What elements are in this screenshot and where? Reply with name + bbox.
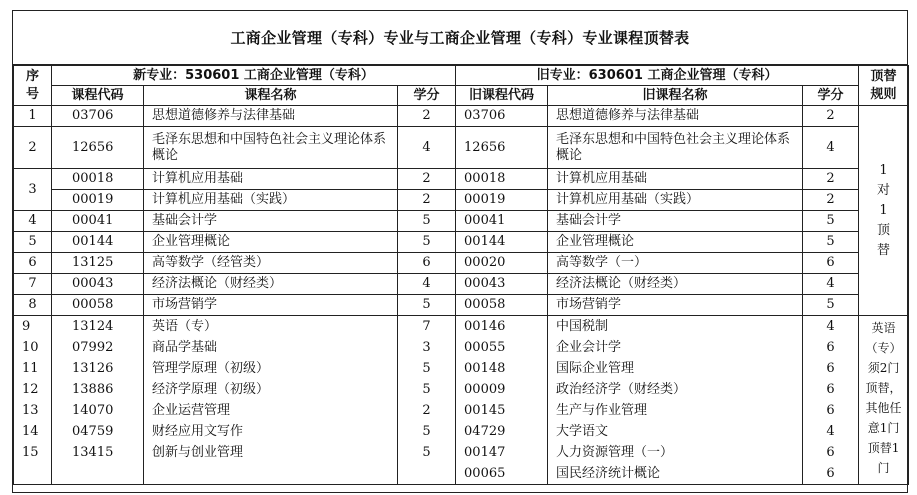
row-old-code: 00145	[464, 403, 506, 418]
row-seq: 2	[14, 127, 52, 169]
row-seq: 3	[14, 169, 52, 211]
lower-row-old-name-column	[548, 316, 803, 485]
row-course-code: 03706	[52, 106, 144, 127]
row-old-name: 人力资源管理（一）	[556, 445, 674, 460]
table-row	[14, 274, 909, 295]
row-old-credit: 4	[826, 319, 835, 334]
row-credit: 5	[422, 382, 431, 397]
row-course-code: 13126	[72, 361, 114, 376]
row-credit: 4	[398, 274, 456, 295]
row-old-credit: 2	[803, 169, 859, 190]
row-old-name: 思想道德修养与法律基础	[548, 106, 803, 127]
row-old-name: 大学语文	[556, 424, 609, 439]
row-credit: 2	[398, 190, 456, 211]
row-course-name: 创新与创业管理	[152, 445, 244, 460]
row-course-code: 00144	[52, 232, 144, 253]
row-course-code: 07992	[72, 340, 114, 355]
header-row-1	[14, 66, 909, 86]
row-course-name: 管理学原理（初级）	[152, 361, 270, 376]
row-seq: 7	[14, 274, 52, 295]
row-course-name: 企业管理概论	[144, 232, 398, 253]
row-old-credit: 6	[826, 466, 835, 481]
row-course-code: 14070	[72, 403, 114, 418]
row-course-name: 毛泽东思想和中国特色社会主义理论体系概论	[144, 127, 398, 169]
row-old-name: 中国税制	[556, 319, 609, 334]
row-old-code: 00146	[464, 319, 506, 334]
row-old-code: 00020	[456, 253, 548, 274]
table-row	[14, 253, 909, 274]
row-credit: 2	[398, 169, 456, 190]
row-seq: 11	[22, 361, 39, 376]
row-old-credit: 6	[826, 382, 835, 397]
row-course-name: 企业运营管理	[152, 403, 231, 418]
table-row	[14, 232, 909, 253]
row-old-name: 企业会计学	[556, 340, 622, 355]
substitution-table-frame	[12, 10, 908, 493]
row-old-name: 国民经济统计概论	[556, 466, 661, 481]
row-old-credit: 6	[826, 403, 835, 418]
row-credit: 2	[422, 403, 431, 418]
row-old-name: 市场营销学	[548, 295, 803, 316]
row-course-name: 经济法概论（财经类）	[144, 274, 398, 295]
row-seq: 1	[14, 106, 52, 127]
row-credit: 7	[422, 319, 431, 334]
header-old-major: 旧专业：630601 工商企业管理（专科）	[456, 66, 859, 86]
row-course-code: 13886	[72, 382, 114, 397]
row-old-credit: 5	[803, 232, 859, 253]
table-row	[14, 190, 909, 211]
row-old-code: 00018	[456, 169, 548, 190]
row-old-credit: 2	[803, 106, 859, 127]
row-course-name: 市场营销学	[144, 295, 398, 316]
row-course-name: 计算机应用基础	[144, 169, 398, 190]
row-course-name	[144, 463, 397, 484]
row-credit: 3	[422, 340, 431, 355]
row-credit	[398, 463, 455, 484]
row-course-code: 00018	[52, 169, 144, 190]
row-credit: 5	[422, 445, 431, 460]
rule-one-to-one	[859, 106, 909, 316]
row-credit: 6	[398, 253, 456, 274]
row-course-name: 英语（专）	[152, 319, 218, 334]
row-seq: 14	[22, 424, 39, 439]
lower-row-course-code-column	[52, 316, 144, 485]
row-old-name: 政治经济学（财经类）	[556, 382, 687, 397]
row-seq	[14, 463, 51, 484]
row-old-credit: 6	[826, 361, 835, 376]
row-old-credit: 5	[803, 211, 859, 232]
row-seq: 8	[14, 295, 52, 316]
row-old-credit: 6	[826, 445, 835, 460]
rule-english-two-for-one	[859, 316, 909, 485]
course-substitution-table	[13, 65, 909, 485]
rule-english-two-for-one-text: 英语（专）须2门顶替，其他任意1门顶替1门	[865, 321, 902, 475]
row-seq: 13	[22, 403, 39, 418]
header-rule: 顶替规则	[859, 66, 909, 106]
header-old-credit: 学分	[803, 86, 859, 106]
row-old-code: 00148	[464, 361, 506, 376]
row-seq: 6	[14, 253, 52, 274]
seq-column-lower	[14, 316, 52, 485]
row-course-code: 13125	[52, 253, 144, 274]
row-old-code: 12656	[456, 127, 548, 169]
row-old-code: 00043	[456, 274, 548, 295]
row-old-name: 计算机应用基础（实践）	[548, 190, 803, 211]
row-old-credit: 4	[803, 274, 859, 295]
header-old-code: 旧课程代码	[456, 86, 548, 106]
row-old-credit: 6	[826, 340, 835, 355]
header-row-2	[14, 86, 909, 106]
header-new-code: 课程代码	[52, 86, 144, 106]
table-row	[14, 127, 909, 169]
row-course-code: 00043	[52, 274, 144, 295]
row-old-name: 计算机应用基础	[548, 169, 803, 190]
row-course-code: 00019	[52, 190, 144, 211]
row-old-credit: 2	[803, 190, 859, 211]
rule-one-to-one-text: 1对1顶替	[877, 162, 891, 258]
row-credit: 5	[422, 361, 431, 376]
row-old-code: 00058	[456, 295, 548, 316]
row-old-name: 企业管理概论	[548, 232, 803, 253]
row-old-code: 00055	[464, 340, 506, 355]
row-course-code: 13415	[72, 445, 114, 460]
row-old-code: 03706	[456, 106, 548, 127]
lower-row-old-credit-column	[803, 316, 859, 485]
row-old-credit: 5	[803, 295, 859, 316]
row-old-code: 00147	[464, 445, 506, 460]
table-row	[14, 211, 909, 232]
row-course-name: 高等数学（经管类）	[144, 253, 398, 274]
lower-row-credit-column	[398, 316, 456, 485]
row-old-credit: 4	[826, 424, 835, 439]
row-credit: 5	[398, 211, 456, 232]
row-old-credit: 6	[803, 253, 859, 274]
row-course-code: 13124	[72, 319, 114, 334]
row-seq: 10	[22, 340, 39, 355]
table-row	[14, 169, 909, 190]
row-seq: 4	[14, 211, 52, 232]
row-course-name: 计算机应用基础（实践）	[144, 190, 398, 211]
row-old-code: 00065	[464, 466, 506, 481]
row-old-name: 基础会计学	[548, 211, 803, 232]
row-course-name: 财经应用文写作	[152, 424, 244, 439]
row-credit: 2	[398, 106, 456, 127]
row-credit: 4	[398, 127, 456, 169]
row-old-name: 毛泽东思想和中国特色社会主义理论体系概论	[548, 127, 803, 169]
header-old-name: 旧课程名称	[548, 86, 803, 106]
row-old-code: 00019	[456, 190, 548, 211]
row-course-code: 04759	[72, 424, 114, 439]
row-seq: 9	[22, 319, 31, 334]
row-old-name: 经济法概论（财经类）	[548, 274, 803, 295]
row-old-code: 00041	[456, 211, 548, 232]
row-credit: 5	[422, 424, 431, 439]
table-row	[14, 295, 909, 316]
row-seq: 15	[22, 445, 39, 460]
row-old-code: 04729	[464, 424, 506, 439]
row-credit: 5	[398, 295, 456, 316]
row-course-name: 商品学基础	[152, 340, 218, 355]
row-course-code: 00058	[52, 295, 144, 316]
row-course-code	[52, 463, 143, 484]
header-new-major: 新专业：530601 工商企业管理（专科）	[52, 66, 456, 86]
row-old-code: 00009	[464, 382, 506, 397]
row-old-credit: 4	[803, 127, 859, 169]
lower-row-old-code-column	[456, 316, 548, 485]
row-course-code: 00041	[52, 211, 144, 232]
page-title: 工商企业管理（专科）专业与工商企业管理（专科）专业课程顶替表	[13, 11, 907, 65]
row-seq: 5	[14, 232, 52, 253]
lower-row-course-name-column	[144, 316, 398, 485]
header-new-name: 课程名称	[144, 86, 398, 106]
row-seq: 12	[22, 382, 39, 397]
row-old-name: 生产与作业管理	[556, 403, 648, 418]
row-course-code: 12656	[52, 127, 144, 169]
row-course-name: 基础会计学	[144, 211, 398, 232]
header-seq: 序号	[14, 66, 52, 106]
header-new-credit: 学分	[398, 86, 456, 106]
table-row	[14, 106, 909, 127]
row-course-name: 思想道德修养与法律基础	[144, 106, 398, 127]
row-old-name: 国际企业管理	[556, 361, 635, 376]
row-credit: 5	[398, 232, 456, 253]
row-old-code: 00144	[456, 232, 548, 253]
row-course-name: 经济学原理（初级）	[152, 382, 270, 397]
row-old-name: 高等数学（一）	[548, 253, 803, 274]
